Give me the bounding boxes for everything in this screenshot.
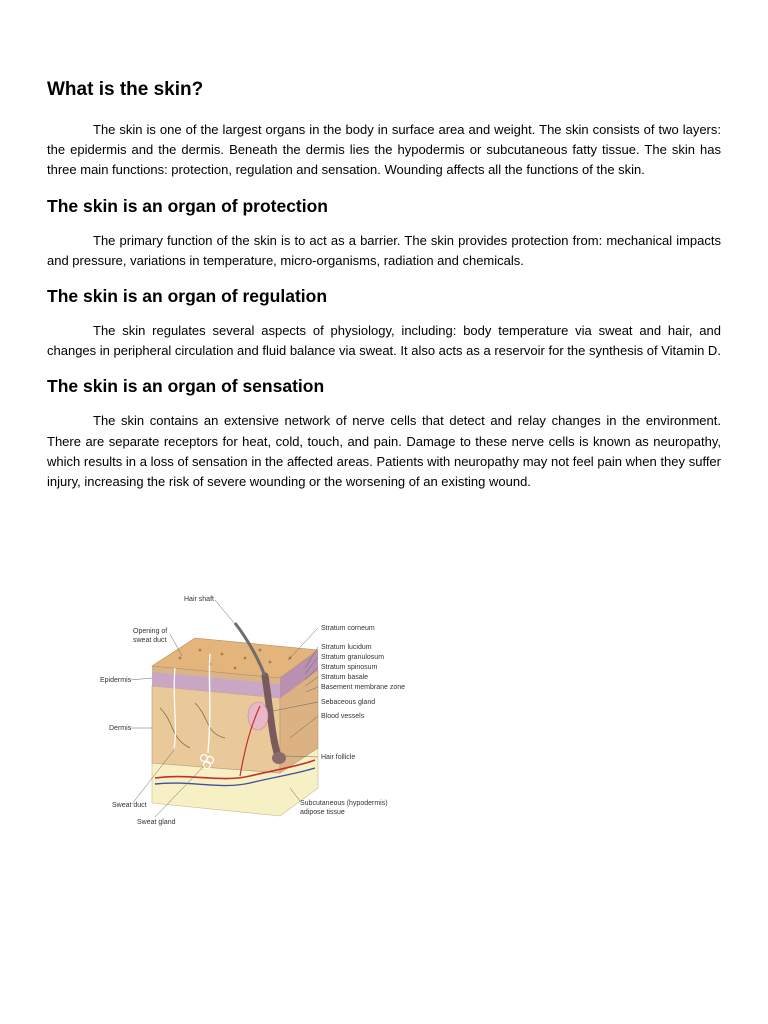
skin-diagram xyxy=(100,588,430,833)
label-subcutaneous-2: adipose tissue xyxy=(300,809,345,816)
label-dermis: Dermis xyxy=(109,725,132,732)
label-stratum-basale: Stratum basale xyxy=(321,674,369,681)
label-opening-sweat-duct-1: Opening of xyxy=(133,628,168,635)
hair-bulb xyxy=(272,752,286,764)
sebaceous-gland-shape xyxy=(248,702,268,730)
label-basement-membrane-zone: Basement membrane zone xyxy=(321,684,406,691)
label-stratum-corneum: Stratum corneum xyxy=(321,625,375,632)
section-body-protection: The primary function of the skin is to act as a barrier. The skin provides protection from: mechanical impacts and pressure, variations in temperature, micro-organisms, radiation and chemicals. xyxy=(47,232,721,268)
page-title: What is the skin? xyxy=(47,79,204,100)
intro-paragraph: The skin is one of the largest organs in the body in surface area and weight. The skin consists of two layers: the epidermis and the dermis. Beneath the dermis lies the hypodermis or subcutaneous fatty tissue. The skin has three main functions: protection, regulation and sensation. Wounding affects all the functions of the skin. xyxy=(47,122,721,178)
label-hair-follicle: Hair follicle xyxy=(321,754,356,761)
label-sweat-duct: Sweat duct xyxy=(112,802,147,809)
label-subcutaneous-1: Subcutaneous (hypodermis) xyxy=(300,800,388,807)
section-heading-regulation: The skin is an organ of regulation xyxy=(47,286,328,307)
label-sweat-gland: Sweat gland xyxy=(137,819,176,826)
label-epidermis: Epidermis xyxy=(100,677,132,684)
label-hair-shaft: Hair shaft xyxy=(184,596,214,603)
section-body-regulation: The skin regulates several aspects of physiology, including: body temperature via sweat and hair, and changes in peripheral circulation and fluid balance via sweat. It also acts as a reservoir for the synthesis of Vitamin D. xyxy=(47,323,721,359)
document-content xyxy=(47,78,721,506)
skin-diagram-svg xyxy=(100,588,430,833)
label-stratum-granulosum: Stratum granulosum xyxy=(321,654,385,661)
section-heading-sensation: The skin is an organ of sensation xyxy=(47,376,325,397)
label-sebaceous-gland: Sebaceous gland xyxy=(321,699,376,706)
label-opening-sweat-duct-2: sweat duct xyxy=(133,637,167,644)
label-stratum-spinosum: Stratum spinosum xyxy=(321,664,378,671)
label-blood-vessels: Blood vessels xyxy=(321,713,365,720)
section-body-sensation: The skin contains an extensive network of nerve cells that detect and relay changes in the environment. There are separate receptors for heat, cold, touch, and pain. Damage to these nerve cells is known as neuropathy, which results in a loss of sensation in the affected areas. Patients with neuropathy may not feel pain when they suffer injury, increasing the risk of severe wounding or the worsening of an existing wound. xyxy=(47,413,721,490)
label-stratum-lucidum: Stratum lucidum xyxy=(321,644,372,651)
section-heading-protection: The skin is an organ of protection xyxy=(47,195,328,216)
